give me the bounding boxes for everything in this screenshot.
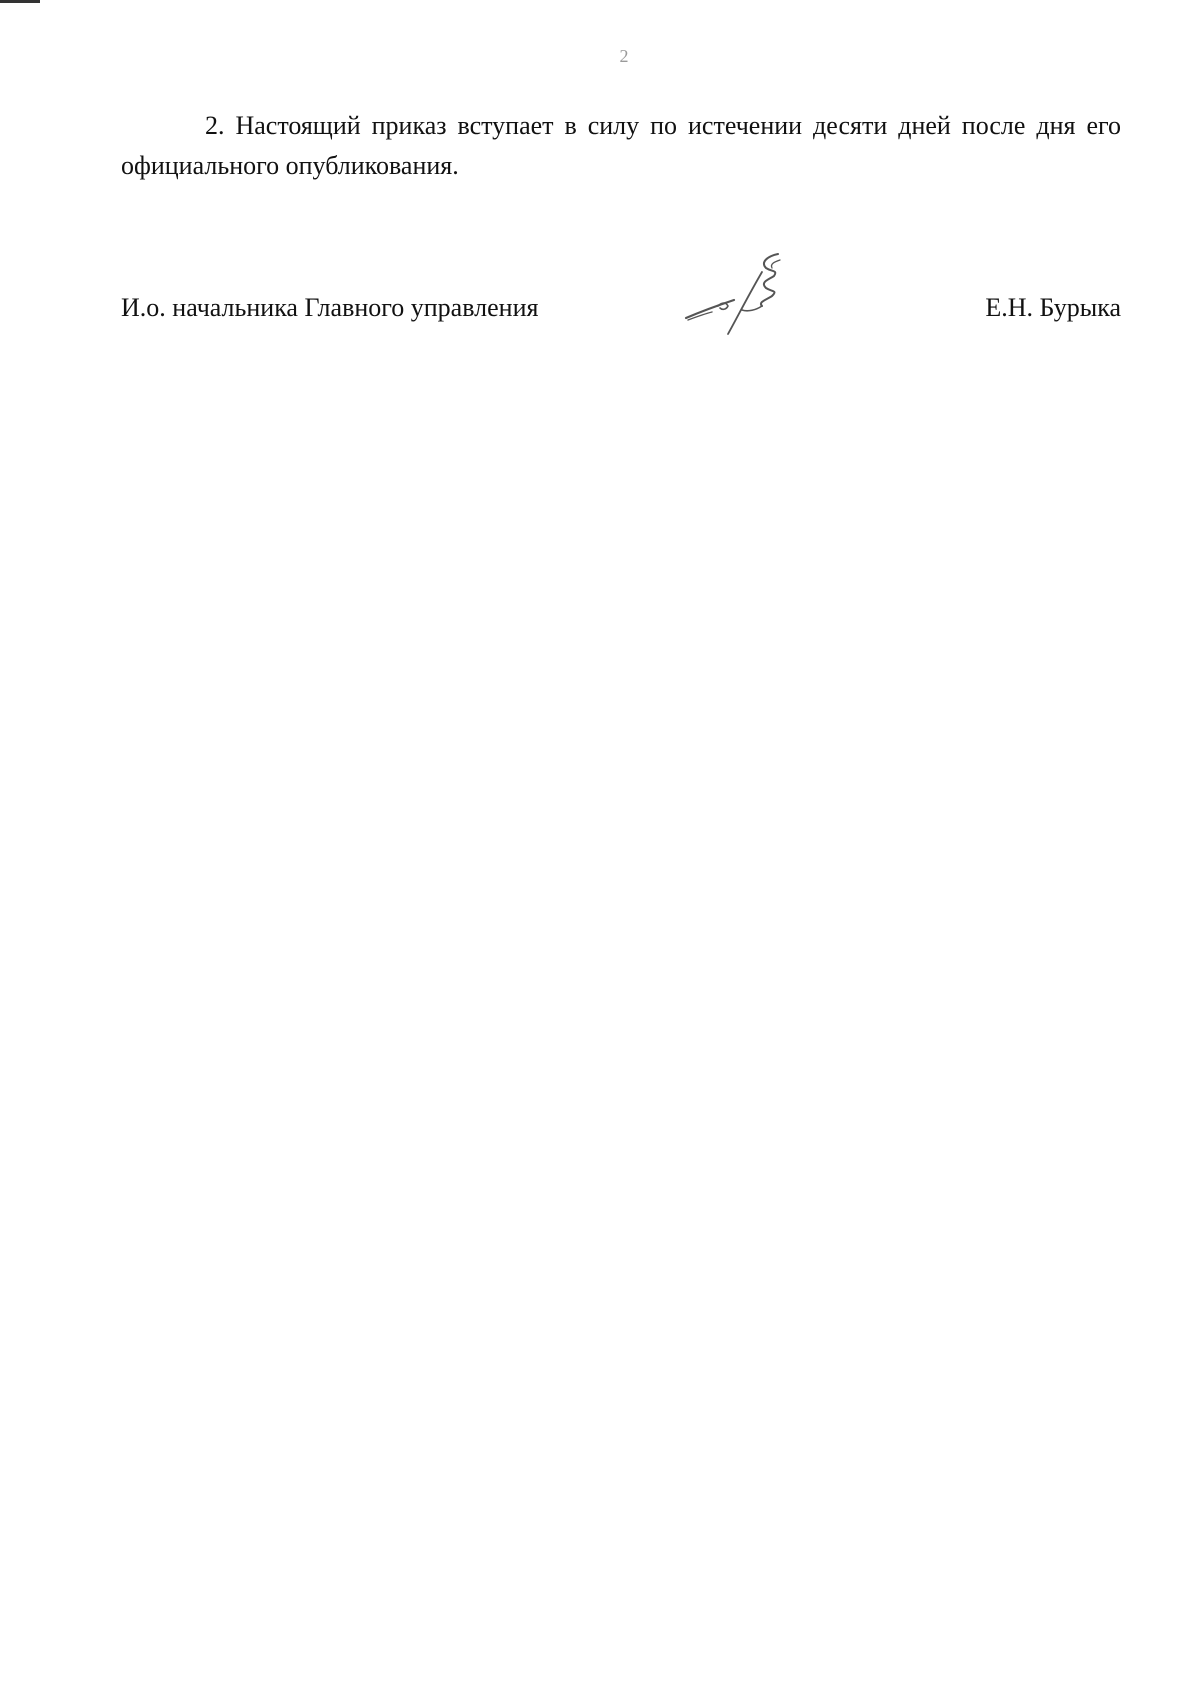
- order-paragraph-2: 2. Настоящий приказ вступает в силу по истечении десяти дней после дня его официального опубликования.: [121, 111, 1121, 180]
- handwritten-signature-icon: [682, 250, 792, 336]
- signatory-name: Е.Н. Бурыка: [985, 293, 1121, 322]
- page-number: 2: [619, 46, 629, 66]
- scan-corner-mark: [0, 0, 40, 3]
- signature-block: [121, 288, 1121, 328]
- signatory-position: И.о. начальника Главного управления: [121, 293, 539, 322]
